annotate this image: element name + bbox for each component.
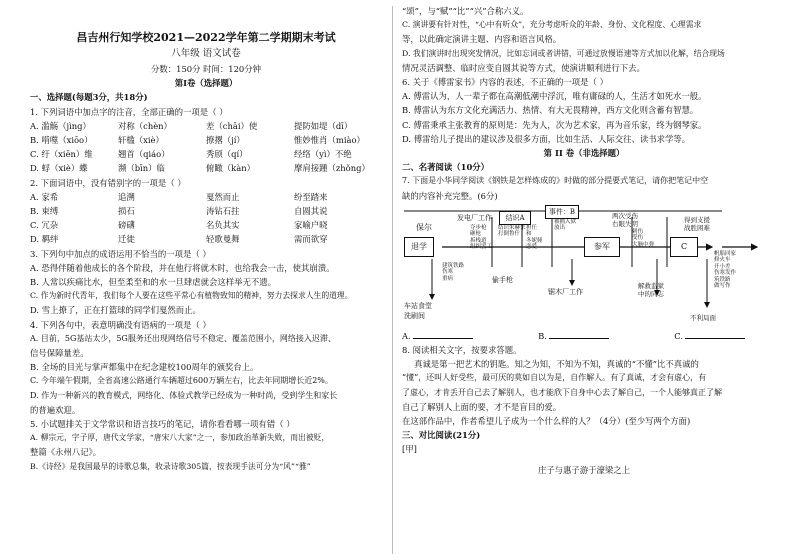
q1-b-1: B. 啃噬（xiōo） <box>30 135 93 146</box>
left-column <box>30 0 382 474</box>
passage-title: 庄子与惠子游于濠梁之上 <box>537 464 631 475</box>
exam-title: 昌吉州行知学校2021—2022学年第二学期期末考试 <box>76 31 336 44</box>
q2-option-a <box>30 190 382 204</box>
q7-stem-line2: 缺的内容补充完整。(6分) <box>402 190 498 201</box>
blank-a-label: A. <box>402 330 411 341</box>
volume-1-heading: 第Ⅰ卷（选择题） <box>174 78 238 89</box>
passage-jia-label: [甲] <box>402 444 417 455</box>
q5-option-d-line2: 情况灵活调整、临时应变自圆其说等方式，使演讲顺利进行下去。 <box>402 62 645 73</box>
q1-a-3: 差（chāi）使 <box>206 120 258 131</box>
q5-continued: “颂”，与“赋”“比”“兴”合称六义。 <box>402 6 529 16</box>
q2-option-d <box>30 232 382 246</box>
q2-b-3: 涛钻石拄 <box>206 206 240 217</box>
label-wash-room: 洗刷间 <box>404 311 425 320</box>
q6-option-c: C. 傅雷秉承主张教育的原则是：先为人，次为艺术家，再为音乐家，终为钢琴家。 <box>402 119 707 130</box>
box-army: 参军 <box>584 237 620 257</box>
q2-a-1: A. 家希 <box>30 191 59 202</box>
q2-c-1: C. 冗杂 <box>30 220 59 231</box>
q6-option-b: B. 傅雷认为东方文化充满活力、热情、有大无畏精神，西方文化则含蓄有智慧。 <box>402 105 699 116</box>
q2-c-2: 磅礴 <box>118 220 135 231</box>
q2-c-3: 名负其实 <box>206 220 240 231</box>
q6-option-a: A. 傅雷认为，人一辈子都在高潮低潮中浮沉，唯有庸碌的人，生活才如死水一般。 <box>402 91 707 102</box>
q1-c-2: 翘首（qiáo） <box>118 149 170 160</box>
q2-a-2: 追溯 <box>118 191 135 202</box>
q2-option-c <box>30 218 382 232</box>
q4-option-d-line1: D. 作为一种新兴的教育模式，网络化、体验式教学已经成为一种时尚，受到学生和家长 <box>30 390 338 400</box>
q2-option-b <box>30 204 382 218</box>
q2-b-2: 损石 <box>118 206 135 217</box>
q2-a-4: 纷至踏来 <box>294 191 328 202</box>
q1-d-1: D. 蜉（xiè）蝶 <box>30 163 88 174</box>
q4-option-b: B. 全场的目光与掌声都集中在纪念建校100周年的颁奖台上。 <box>30 362 259 373</box>
q1-d-3: 俯瞰（kàn） <box>206 163 255 174</box>
q4-option-d-line2: 的普遍欢迎。 <box>30 404 81 415</box>
note-3: 担任 和 冬妮娅 恋爱 <box>526 224 543 251</box>
blank-b-field[interactable] <box>549 338 609 339</box>
q5-option-a-line1: A. 柳宗元，字子厚，唐代文学家，“唐宋八大家”之一，参加政治革新失败，而出被贬， <box>30 433 330 443</box>
section-1-heading: 一、选择题(每题3分，共18分) <box>30 92 148 103</box>
q8-question: 在这部作品中，作者希望儿子成为一个什么样的人？（4分）(至少写两个方面) <box>402 416 691 427</box>
q1-option-c <box>30 147 382 161</box>
label-rescue-2: 中的同志 <box>638 289 664 298</box>
q5-option-c-line1: C. 演讲要有针对性，“心中有听众”，充分考虑听众的年龄、身份、文化程度、心理需求 <box>402 20 702 30</box>
q7-stem-line1: 7. 下面是小华同学阅读《钢铁是怎样炼成的》时做的部分提要式笔记，请你把笔记中空 <box>402 176 709 186</box>
column-divider <box>392 6 393 554</box>
q1-d-4: 摩肩接踵（zhǒng） <box>294 163 370 174</box>
label-rescue-1: 解救监狱 <box>638 281 664 290</box>
box-retreat: 退学 <box>404 237 434 257</box>
q5-option-c-line2: 等，以此确定演讲主题、内容和语言风格。 <box>402 34 562 45</box>
q2-a-3: 戛然而止 <box>206 191 240 202</box>
label-support: 得到支援 <box>684 215 710 224</box>
q1-a-2: 对称（chèn） <box>118 120 172 131</box>
passage-line-2: “懂”，还叫人好受些，最可厌的莫如自以为是，自作解人。有了真诚，才会有虚心，有 <box>402 373 707 383</box>
label-unfavorable: 不利局面 <box>690 313 716 322</box>
blank-c-label: C. <box>674 330 684 341</box>
q3-stem: 3. 下列句中加点的成语运用不恰当的一项是（ ） <box>30 248 211 259</box>
q2-b-4: 自圆其说 <box>294 206 328 217</box>
q1-b-3: 撩撂（jí） <box>206 135 245 146</box>
q7-blanks <box>402 329 766 343</box>
q2-d-2: 迁徙 <box>118 234 135 245</box>
note-4: 被捕入狱 放出 <box>554 218 577 232</box>
q2-b-1: B. 束缚 <box>30 206 59 217</box>
q4-option-c: C. 今年端午假期，全省高速公路通行车辆超过600万辆左右，比去年同期增长近2%。 <box>30 376 333 386</box>
right-column <box>402 0 766 477</box>
passage-line-1: 真诚是第一把艺术的钥匙。知之为知，不知为不知，真诚的“不懂”比不真诚的 <box>414 359 699 370</box>
q2-d-4: 需而欲穿 <box>294 234 328 245</box>
q3-option-a: A. 恐得伴随着他成长的各个阶段，并在他行将就木时，也给我会一击，使其崩溃。 <box>30 262 335 273</box>
exam-meta: 分数：150分 时间：120分钟 <box>150 64 261 74</box>
label-two-wounds: 两次受伤 <box>612 211 638 220</box>
exam-subtitle: 八年级 语文试卷 <box>171 48 241 59</box>
note-5: 建筑铁路 伤寒 重病 <box>442 262 465 282</box>
section-3-heading: 三、对比阅读(21分) <box>402 430 481 441</box>
q8-stem: 8. 阅读相关文字，按要求答题。 <box>402 345 522 356</box>
q3-option-b: B. 人常以疾痛比水，但至柔至和的水一旦肆虐就会这样举无不遗。 <box>30 277 276 288</box>
note-7: 帆船回家 修火车 开小差 伤寒发作 筑铁路 做写作 <box>714 250 737 290</box>
box-event-b: 事件：B <box>545 205 579 219</box>
blank-a-field[interactable] <box>413 338 473 339</box>
q2-stem: 2. 下面词语中，没有错别字的一项是（ ） <box>30 177 186 188</box>
q1-a-1: A. 滥觞（jìng） <box>30 120 91 131</box>
blank-c-field[interactable] <box>685 338 745 339</box>
q1-d-2: 濒（bīn）临 <box>118 163 165 174</box>
label-steal-gun: 偷手枪 <box>492 275 513 284</box>
q1-option-b <box>30 133 382 147</box>
q1-c-4: 经络（yì）不绝 <box>294 149 352 160</box>
passage-line-3: 了虚心，才肯丢开自己去了解别人，也才能欣下自身中心去了解自己，一个人能够真正了解 <box>402 387 722 397</box>
q4-option-a-line2: 信号保障量差。 <box>30 348 89 359</box>
q2-d-3: 轻歌曼舞 <box>206 234 240 245</box>
label-right-eye: 右眼失明 <box>612 219 638 228</box>
q3-option-d: D. 雪上撩了，正在打篮球的同学们戛然而止。 <box>30 305 201 316</box>
q1-stem: 1. 下列词语中加点字的注音，全部正确的一项是（ ） <box>30 106 228 117</box>
q5-option-d-line1: D. 我们演讲时出现突发情况，比如忘词或者讲错，可通过放慢语速等方式加以化解，结合现场 <box>402 48 725 58</box>
q4-stem: 4. 下列各句中，表意明确没有语病的一项是（ ） <box>30 319 211 330</box>
label-canteen: 车站食堂 <box>404 301 432 310</box>
q1-c-3: 秀颀（qí） <box>206 149 248 160</box>
q1-b-4: 惟妙惟肖（miào） <box>294 135 365 146</box>
q5-option-a-line2: 整篇《永州八记》。 <box>30 447 102 458</box>
q1-option-d <box>30 161 382 175</box>
box-knot-a: 结识A <box>499 211 531 225</box>
q6-option-d: D. 傅雷给儿子提出的建议涉及很多方面，比如生活、人际交往、读书求学等。 <box>402 133 691 144</box>
q2-c-4: 家喻户晓 <box>294 220 328 231</box>
q1-option-a <box>30 119 382 133</box>
note-6: 刺伤 受伤 大脑中弹 <box>632 228 655 248</box>
section-2-heading: 二、名著阅读（10分） <box>402 162 490 173</box>
q1-b-2: 轩槛（xiè） <box>118 135 164 146</box>
label-power-plant: 发电厂工作 <box>457 213 492 222</box>
box-c: C <box>670 237 698 257</box>
q1-c-1: C. 纡（xiēn）维 <box>30 149 93 160</box>
label-sawmill: 锯木厂工作 <box>548 287 583 296</box>
q4-option-a-line1: A. 目前，5G基站太少，5G服务还出现网络信号不稳定、覆盖范围小，网络接入迟滞、 <box>30 333 336 343</box>
q5-option-b: B.《诗经》是我国最早的诗歌总集，收录诗歌305篇，按表现手法可分为“风”“雅” <box>30 461 311 471</box>
q2-d-1: D. 羁绊 <box>30 234 59 245</box>
passage-line-4: 自己了解别人上面的要，才不是盲目的爱。 <box>402 401 562 412</box>
note-2: 结识朱赫来 打倒鲁什 <box>498 224 526 238</box>
label-defeat: 战胜困难 <box>684 223 710 232</box>
q3-option-c: C. 作为新时代青年，我们每个人要在这些平常心有植物致知的精神，努力去探求人生的道理。 <box>30 291 353 301</box>
volume-2-heading: 第 II 卷（非选择题） <box>543 148 625 159</box>
label-paul: 保尔 <box>416 222 432 232</box>
blank-b-label: B. <box>538 330 547 341</box>
q1-a-4: 提防如堤（dī） <box>294 120 353 131</box>
q6-stem: 6. 关于《傅雷家书》内容的表述，不正确的一项是（ ） <box>402 77 608 88</box>
q5-stem: 5. 小试题排关于文学常识和语言技巧的笔记，请你看看哪一项有错（ ） <box>30 419 295 430</box>
q7-notes-diagram <box>402 207 766 327</box>
note-1: 夺步枪 砸枪 拆栈道 组织罢工 <box>470 224 493 251</box>
